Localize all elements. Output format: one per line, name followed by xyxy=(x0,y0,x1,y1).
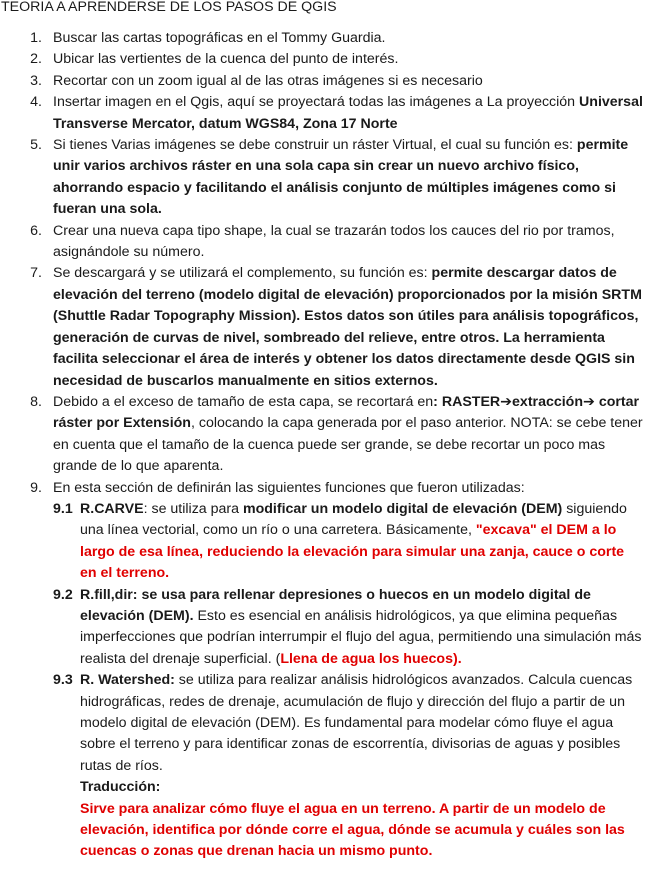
step-number: 7. xyxy=(30,265,42,282)
sub-item-rfill xyxy=(0,585,650,671)
function-name: R.CARVE xyxy=(80,500,144,517)
highlight-text: "excava" el DEM a lo largo de esa línea, reduciendo la elevación para simular una zanja, cauce o corte en el terreno. xyxy=(80,522,625,582)
list-item xyxy=(0,392,650,478)
translation-text: Sirve para analizar cómo fluye el agua en un terreno. A partir de un modelo de elevación, identifica por dónde corre el agua, dónde se acumula y cuáles son las cuencas o zonas que drenan hacia un mismo punto. xyxy=(80,800,625,860)
steps-list xyxy=(0,28,650,863)
list-item xyxy=(0,135,650,221)
function-text: Esto es esencial en análisis hidrológicos, ya que elimina pequeñas imperfecciones que podrían interrumpir el flujo del agua, permitiendo una simulación más realista del drenaje superficial. ( xyxy=(80,607,642,667)
step-bold-text: : RASTER➔extracción➔ cortar ráster por Extensión xyxy=(53,393,640,432)
sub-number: 9.3 xyxy=(53,672,73,689)
function-bold-text: modificar un modelo digital de elevación (DEM) xyxy=(242,500,563,517)
highlight-text: Llena de agua los huecos). xyxy=(280,650,462,667)
list-item xyxy=(0,263,650,391)
list-item xyxy=(0,71,650,92)
list-item xyxy=(0,92,650,135)
step-bold-text: Universal Transverse Mercator, datum WGS84, Zona 17 Norte xyxy=(53,94,643,132)
step-number: 5. xyxy=(30,137,42,154)
step-text: Crear una nueva capa tipo shape, la cual se trazarán todos los cauces del rio por tramos, asignándole su número. xyxy=(53,222,615,261)
step-bold-text: permite descargar datos de elevación del terreno (modelo digital de elevación) proporcionados por la misión SRTM (Shuttle Radar Topography Mission). Estos datos son útiles para análisis topográficos, generación de curvas de nivel, sombreado del relieve, entre otros. La herramienta facilita seleccionar el área de interés y obtener los datos directamente desde QGIS sin necesidad de buscarlos manualmente en sitios externos. xyxy=(53,265,642,389)
step-text: Recortar con un zoom igual al de las otras imágenes si es necesario xyxy=(53,72,483,89)
sub-item-rcarve xyxy=(0,499,650,585)
document-title: TEORIA A APRENDERSE DE LOS PASOS DE QGIS xyxy=(1,0,337,15)
step-number: 9. xyxy=(30,479,42,496)
function-text-continued: siguiendo una línea vectorial, como un río o una carretera. Básicamente, xyxy=(80,500,627,539)
function-text: se utiliza para realizar análisis hidrológicos avanzados. Calcula cuencas hidrográficas, redes de drenaje, acumulación de flujo y dirección del flujo a partir de un modelo digital de elevación (DEM). Es fundamental para modelar cómo fluye el agua sobre el terreno y para identificar zonas de escorrentía, divisorias de aguas y posibles rutas de ríos. xyxy=(80,672,633,774)
step-text: Debido a el exceso de tamaño de esta capa, se recortará en xyxy=(53,393,434,410)
list-item xyxy=(0,221,650,264)
step-number: 2. xyxy=(30,51,42,68)
step-number: 4. xyxy=(30,94,42,111)
function-name: R. Watershed: xyxy=(80,672,175,689)
step-bold-text: permite unir varios archivos ráster en una sola capa sin crear un nuevo archivo físico, ahorrando espacio y facilitando el análisis conjunto de múltiples imágenes como si fueran una sola. xyxy=(53,137,629,218)
step-number: 8. xyxy=(30,393,42,410)
step-text: Ubicar las vertientes de la cuenca del punto de interés. xyxy=(53,51,399,68)
step-text: Buscar las cartas topográficas en el Tommy Guardia. xyxy=(53,30,386,46)
step-number: 3. xyxy=(30,72,42,89)
list-item xyxy=(0,49,650,70)
function-name: R.fill,dir: se usa para rellenar depresiones o huecos en un modelo digital de elevación (DEM). xyxy=(80,586,591,624)
step-text-continued: , colocando la capa generada por el paso anterior. NOTA: se cebe tener en cuenta que el tamaño de la cuenca puede ser grande, se debe recortar un poco mas grande de lo que aparenta. xyxy=(53,415,643,475)
translation-label: Traducción: xyxy=(80,779,161,796)
sub-number: 9.2 xyxy=(53,586,73,603)
function-text: : se utiliza para xyxy=(143,500,243,517)
step-text: Insertar imagen en el Qgis, aquí se proyectará todas las imágenes a La proyección xyxy=(53,94,580,111)
step-text: Se descargará y se utilizará el complemento, su función es: xyxy=(53,265,432,282)
step-number: 1. xyxy=(30,30,42,46)
list-item xyxy=(0,28,650,49)
sub-item-rwatershed xyxy=(0,670,650,863)
list-item xyxy=(0,478,650,499)
step-text: Si tienes Varias imágenes se debe construir un ráster Virtual, el cual su función es: xyxy=(53,137,577,154)
step-text: En esta sección de definirán las siguientes funciones que fueron utilizadas: xyxy=(53,479,525,496)
step-number: 6. xyxy=(30,222,42,239)
sub-number: 9.1 xyxy=(53,500,73,517)
